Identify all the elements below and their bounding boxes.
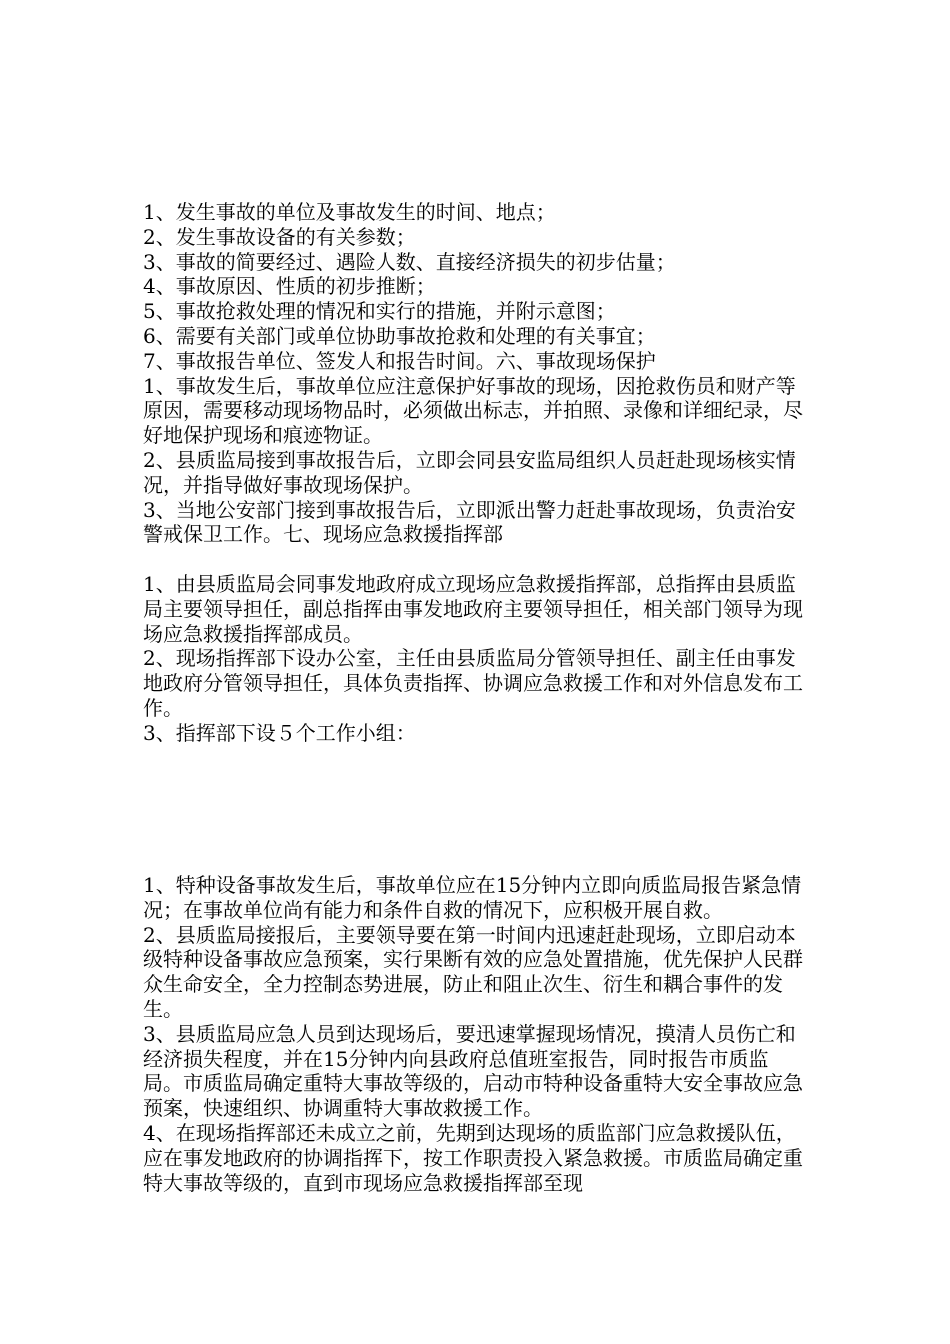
section-onsite-command (143, 572, 808, 746)
paragraph: 2、发生事故设备的有关参数； (143, 224, 416, 249)
paragraph: 1、发生事故的单位及事故发生的时间、地点； (143, 200, 556, 224)
paragraph: 2、县质监局接到事故报告后，立即会同县安监局组织人员赶赴现场核实情况，并指导做好事故现场保护。 (143, 447, 796, 497)
section-accident-report-and-scene-protection (143, 200, 808, 547)
paragraph: 4、在现场指挥部还未成立之前，先期到达现场的质监部门应急救援队伍，应在事发地政府的协调指挥下，按工作职责投入紧急救援。市质监局确定重特大事故等级的，直到市现场应急救援指挥部至现 (143, 1120, 803, 1195)
paragraph: 7、事故报告单位、签发人和报告时间。六、事故现场保护 (143, 348, 656, 373)
paragraph: 1、事故发生后，事故单位应注意保护好事故的现场，因抢救伤员和财产等原因，需要移动现场物品时，必须做出标志，并拍照、录像和详细纪录，尽好地保护现场和痕迹物证。 (143, 373, 803, 448)
paragraph: 2、现场指挥部下设办公室，主任由县质监局分管领导担任、副主任由事发地政府分管领导担任，具体负责指挥、协调应急救援工作和对外信息发布工作。 (143, 646, 803, 720)
section-emergency-response (143, 873, 808, 1195)
paragraph: 5、事故抢救处理的情况和实行的措施，并附示意图； (143, 299, 616, 324)
paragraph: 1、特种设备事故发生后，事故单位应在15分钟内立即向质监局报告紧急情况；在事故单位尚有能力和条件自救的情况下，应积极开展自救。 (143, 873, 802, 922)
paragraph: 4、事故原因、性质的初步推断； (143, 274, 436, 299)
paragraph: 3、县质监局应急人员到达现场后，要迅速掌握现场情况，摸清人员伤亡和经济损失程度，并在15分钟内向县政府总值班室报告，同时报告市质监局。市质监局确定重特大事故等级的，启动市特种设备重特大安全事故应急预案，快速组织、协调重特大事故救援工作。 (143, 1021, 803, 1121)
paragraph: 3、指挥部下设５个工作小组： (143, 720, 416, 745)
paragraph: 3、当地公安部门接到事故报告后，立即派出警力赶赴事故现场，负责治安警戒保卫工作。七、现场应急救援指挥部 (143, 497, 796, 547)
paragraph: 2、县质监局接报后，主要领导要在第一时间内迅速赶赴现场，立即启动本级特种设备事故应急预案，实行果断有效的应急处置措施，优先保护人民群众生命安全，全力控制态势进展，防止和阻止次生、衍生和耦合事件的发生。 (143, 922, 803, 1021)
paragraph: 1、由县质监局会同事发地政府成立现场应急救援指挥部，总指挥由县质监局主要领导担任，副总指挥由事发地政府主要领导担任，相关部门领导为现场应急救援指挥部成员。 (143, 572, 803, 646)
paragraph: 6、需要有关部门或单位协助事故抢救和处理的有关事宜； (143, 323, 656, 348)
paragraph: 3、事故的简要经过、遇险人数、直接经济损失的初步估量； (143, 249, 676, 274)
